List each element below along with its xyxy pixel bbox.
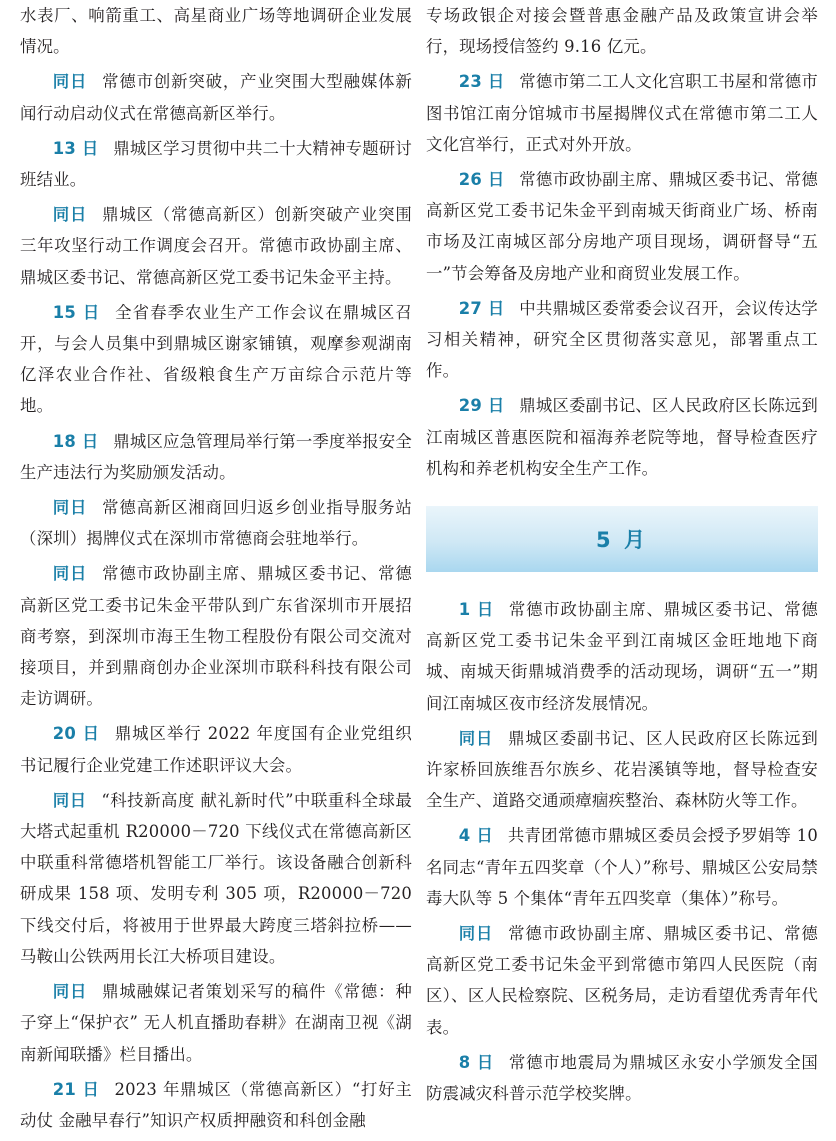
entry-date: 20 日	[52, 724, 101, 744]
chronicle-entry	[20, 133, 412, 195]
chronicle-entry	[426, 66, 818, 160]
entry-text: 鼎城区委副书记、区人民政府区长陈远到许家桥回族维吾尔族乡、花岩溪镇等地，督导检查安全生产、道路交通顽瘴痼疾整治、森林防火等工作。	[426, 728, 818, 811]
entry-date: 13 日	[52, 138, 99, 158]
chronicle-entry	[20, 0, 412, 62]
chronicle-entry	[426, 820, 818, 914]
entry-date: 同日	[458, 728, 494, 748]
chronicle-entry	[426, 164, 818, 289]
chronicle-entry	[20, 718, 412, 780]
left-column	[20, 0, 412, 1140]
entry-date: 8 日	[458, 1052, 495, 1072]
entry-date: 27 日	[458, 298, 505, 318]
chronicle-entry	[20, 199, 412, 293]
entry-text: 鼎城区举行 2022 年度国有企业党组织书记履行企业党建工作述职评议大会。	[20, 724, 412, 775]
chronicle-entry	[20, 492, 412, 554]
entry-text: 鼎城区（常德高新区）创新突破产业突围三年攻坚行动工作调度会召开。常德市政协副主席、鼎城区委书记、常德高新区党工委书记朱金平主持。	[20, 205, 412, 287]
entry-date: 同日	[52, 790, 87, 810]
entry-date: 同日	[52, 205, 88, 225]
chronicle-entry	[20, 785, 412, 972]
entry-text: 常德市地震局为鼎城区永安小学颁发全国防震减灾科普示范学校奖牌。	[426, 1052, 818, 1104]
entry-text: 水表厂、响箭重工、高星商业广场等地调研企业发展情况。	[20, 6, 412, 57]
month-banner	[426, 506, 818, 572]
entry-text: 常德市政协副主席、鼎城区委书记、常德高新区党工委书记朱金平到常德市第四人民医院（南区）、区人民检察院、区税务局，走访看望优秀青年代表。	[426, 924, 818, 1037]
entry-text: 常德高新区湘商回归返乡创业指导服务站（深圳）揭牌仪式在深圳市常德商会驻地举行。	[20, 498, 412, 549]
entry-text: 常德市政协副主席、鼎城区委书记、常德高新区党工委书记朱金平到南城天街商业广场、桥南市场及江南城区部分房地产项目现场，调研督导“五一”节会筹备及房地产业和商贸业发展工作。	[426, 170, 818, 283]
entry-date: 同日	[52, 564, 88, 584]
entry-text: 鼎城区应急管理局举行第一季度举报安全生产违法行为奖励颁发活动。	[20, 431, 412, 482]
chronicle-entry	[426, 723, 818, 817]
entry-text: 共青团常德市鼎城区委员会授予罗娟等 10 名同志“青年五四奖章（个人）”称号、鼎城区公安局禁毒大队等 5 个集体“青年五四奖章（集体）”称号。	[426, 826, 818, 908]
chronicle-entry	[426, 390, 818, 484]
chronicle-entry	[20, 976, 412, 1070]
right-column-bottom	[426, 594, 818, 1109]
entry-text: 常德市创新突破，产业突围大型融媒体新闻行动启动仪式在常德高新区举行。	[20, 72, 412, 123]
entry-date: 同日	[52, 498, 88, 518]
entry-date: 同日	[52, 982, 88, 1002]
entry-date: 21 日	[52, 1079, 100, 1099]
chronicle-entry	[426, 594, 818, 719]
chronicle-entry	[20, 558, 412, 714]
entry-text: “科技新高度 献礼新时代”中联重科全球最大塔式起重机 R20000－720 下线仪式在常德高新区中联重科常德塔机智能工厂举行。该设备融合创新科研成果 158 项、发明专利 305 项，R20000－720 下线交付后，将被用于世界最大跨度三塔斜拉桥——马鞍山公铁两用长江大桥项目建设。	[20, 790, 413, 966]
entry-date: 1 日	[458, 600, 495, 620]
entry-date: 同日	[458, 924, 494, 944]
entry-text: 常德市政协副主席、鼎城区委书记、常德高新区党工委书记朱金平带队到广东省深圳市开展招商考察，到深圳市海王生物工程股份有限公司交流对接项目，并到鼎商创办企业深圳市联科科技有限公司走访调研。	[20, 564, 412, 709]
chronicle-entry	[426, 0, 818, 62]
entry-text: 常德市第二工人文化宫职工书屋和常德市图书馆江南分馆城市书屋揭牌仪式在常德市第二工人文化宫举行，正式对外开放。	[426, 72, 818, 154]
chronicle-entry	[20, 297, 412, 422]
entry-text: 鼎城区学习贯彻中共二十大精神专题研讨班结业。	[20, 138, 412, 190]
chronicle-entry	[426, 293, 818, 387]
entry-date: 同日	[52, 72, 88, 92]
entry-text: 鼎城融媒记者策划采写的稿件《常德：种子穿上“保护衣” 无人机直播助春耕》在湖南卫视《湖南新闻联播》栏目播出。	[20, 982, 412, 1064]
entry-date: 18 日	[52, 431, 99, 451]
entry-text: 鼎城区委副书记、区人民政府区长陈远到江南城区普惠医院和福海养老院等地，督导检查医疗机构和养老机构安全生产工作。	[426, 396, 818, 478]
right-column	[426, 0, 818, 1113]
entry-text: 中共鼎城区委常委会议召开，会议传达学习相关精神，研究全区贯彻落实意见，部署重点工作。	[426, 298, 818, 381]
entry-date: 4 日	[458, 826, 494, 846]
entry-date: 15 日	[52, 302, 101, 322]
month-heading: 5 月	[596, 528, 648, 553]
entry-text: 全省春季农业生产工作会议在鼎城区召开，与会人员集中到鼎城区谢家铺镇，观摩参观湖南亿泽农业合作社、省级粮食生产万亩综合示范片等地。	[20, 302, 412, 416]
chronicle-entry	[426, 1047, 818, 1109]
chronicle-entry	[426, 918, 818, 1043]
entry-date: 29 日	[458, 396, 505, 416]
entry-date: 26 日	[458, 170, 505, 190]
right-column-top	[426, 0, 818, 484]
chronicle-entry	[20, 66, 412, 128]
entry-text: 专场政银企对接会暨普惠金融产品及政策宣讲会举行，现场授信签约 9.16 亿元。	[426, 6, 818, 57]
chronicle-entry	[20, 426, 412, 488]
chronicle-entry	[20, 1074, 412, 1136]
entry-text: 2023 年鼎城区（常德高新区）“打好主动仗 金融早春行”知识产权质押融资和科创金融	[20, 1079, 412, 1130]
entry-text: 常德市政协副主席、鼎城区委书记、常德高新区党工委书记朱金平到江南城区金旺地地下商城、南城天街鼎城消费季的活动现场，调研“五一”期间江南城区夜市经济发展情况。	[426, 600, 818, 713]
entry-date: 23 日	[458, 72, 505, 92]
